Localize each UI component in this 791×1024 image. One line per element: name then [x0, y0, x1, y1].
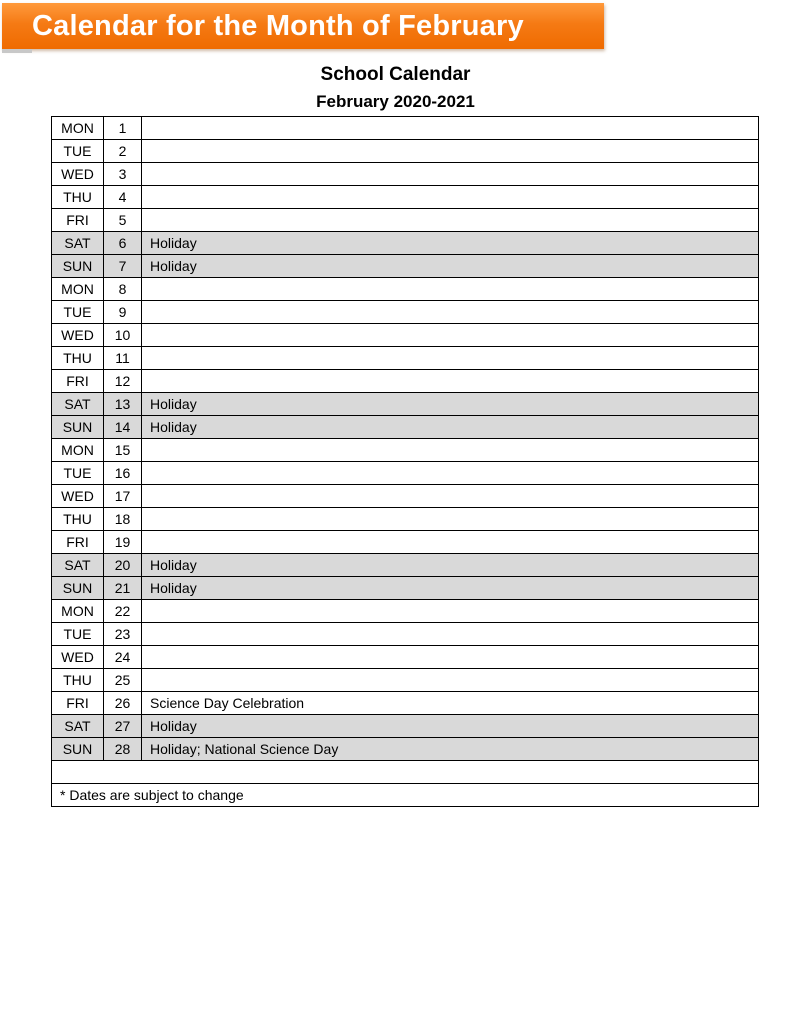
date-cell: 15 [104, 439, 142, 462]
event-cell [142, 324, 759, 347]
date-cell: 8 [104, 278, 142, 301]
event-cell [142, 140, 759, 163]
event-cell [142, 646, 759, 669]
date-cell: 1 [104, 117, 142, 140]
date-cell: 18 [104, 508, 142, 531]
date-cell: 22 [104, 600, 142, 623]
calendar-row [52, 462, 759, 485]
note-row [52, 784, 759, 807]
date-cell: 28 [104, 738, 142, 761]
title-banner [2, 3, 604, 49]
date-cell: 27 [104, 715, 142, 738]
event-cell [142, 462, 759, 485]
event-cell [142, 186, 759, 209]
date-cell: 13 [104, 393, 142, 416]
calendar-row [52, 646, 759, 669]
event-cell [142, 531, 759, 554]
event-cell [142, 370, 759, 393]
date-cell: 7 [104, 255, 142, 278]
date-cell: 21 [104, 577, 142, 600]
day-cell: TUE [52, 462, 104, 485]
note-text: * Dates are subject to change [52, 784, 759, 807]
day-cell: MON [52, 117, 104, 140]
event-cell [142, 600, 759, 623]
event-cell [142, 117, 759, 140]
calendar-row [52, 669, 759, 692]
calendar-row [52, 278, 759, 301]
date-cell: 5 [104, 209, 142, 232]
calendar-row [52, 485, 759, 508]
day-cell: THU [52, 186, 104, 209]
calendar-row [52, 370, 759, 393]
day-cell: THU [52, 347, 104, 370]
date-cell: 6 [104, 232, 142, 255]
blank-cell [52, 761, 759, 784]
calendar-row [52, 209, 759, 232]
day-cell: FRI [52, 531, 104, 554]
calendar-row [52, 393, 759, 416]
calendar-row [52, 117, 759, 140]
document-subtitle: February 2020-2021 [316, 92, 475, 111]
day-cell: FRI [52, 370, 104, 393]
calendar-row [52, 531, 759, 554]
day-cell: SAT [52, 393, 104, 416]
day-cell: WED [52, 485, 104, 508]
date-cell: 26 [104, 692, 142, 715]
day-cell: WED [52, 324, 104, 347]
day-cell: FRI [52, 692, 104, 715]
event-cell: Holiday; National Science Day [142, 738, 759, 761]
calendar-table [51, 116, 759, 807]
event-cell [142, 163, 759, 186]
calendar-row [52, 163, 759, 186]
banner-shadow [2, 49, 32, 53]
date-cell: 19 [104, 531, 142, 554]
day-cell: TUE [52, 140, 104, 163]
date-cell: 24 [104, 646, 142, 669]
day-cell: THU [52, 508, 104, 531]
date-cell: 2 [104, 140, 142, 163]
event-cell: Holiday [142, 255, 759, 278]
event-cell [142, 485, 759, 508]
calendar-row [52, 692, 759, 715]
event-cell [142, 439, 759, 462]
day-cell: SAT [52, 715, 104, 738]
event-cell: Holiday [142, 393, 759, 416]
calendar-row [52, 439, 759, 462]
event-cell [142, 669, 759, 692]
event-cell: Holiday [142, 554, 759, 577]
date-cell: 3 [104, 163, 142, 186]
date-cell: 9 [104, 301, 142, 324]
date-cell: 4 [104, 186, 142, 209]
calendar-row [52, 508, 759, 531]
calendar-row [52, 554, 759, 577]
day-cell: SAT [52, 232, 104, 255]
day-cell: SUN [52, 577, 104, 600]
day-cell: MON [52, 278, 104, 301]
day-cell: THU [52, 669, 104, 692]
date-cell: 14 [104, 416, 142, 439]
event-cell: Science Day Celebration [142, 692, 759, 715]
event-cell [142, 301, 759, 324]
event-cell [142, 508, 759, 531]
event-cell [142, 209, 759, 232]
calendar-row [52, 416, 759, 439]
calendar-row [52, 600, 759, 623]
date-cell: 16 [104, 462, 142, 485]
day-cell: TUE [52, 623, 104, 646]
date-cell: 17 [104, 485, 142, 508]
date-cell: 23 [104, 623, 142, 646]
calendar-row [52, 140, 759, 163]
day-cell: FRI [52, 209, 104, 232]
day-cell: SUN [52, 416, 104, 439]
calendar-body [52, 117, 759, 761]
banner-title: Calendar for the Month of February [32, 10, 524, 42]
calendar-row [52, 232, 759, 255]
calendar-row [52, 186, 759, 209]
calendar-row [52, 301, 759, 324]
date-cell: 10 [104, 324, 142, 347]
calendar-row [52, 715, 759, 738]
day-cell: WED [52, 163, 104, 186]
blank-row [52, 761, 759, 784]
document-title: School Calendar [320, 64, 471, 85]
event-cell [142, 278, 759, 301]
day-cell: SUN [52, 738, 104, 761]
day-cell: TUE [52, 301, 104, 324]
day-cell: SAT [52, 554, 104, 577]
calendar-row [52, 738, 759, 761]
day-cell: MON [52, 439, 104, 462]
date-cell: 11 [104, 347, 142, 370]
date-cell: 20 [104, 554, 142, 577]
calendar-row [52, 347, 759, 370]
calendar-row [52, 324, 759, 347]
date-cell: 25 [104, 669, 142, 692]
event-cell [142, 347, 759, 370]
day-cell: SUN [52, 255, 104, 278]
event-cell: Holiday [142, 715, 759, 738]
day-cell: WED [52, 646, 104, 669]
day-cell: MON [52, 600, 104, 623]
event-cell: Holiday [142, 232, 759, 255]
calendar-row [52, 255, 759, 278]
date-cell: 12 [104, 370, 142, 393]
event-cell: Holiday [142, 577, 759, 600]
calendar-row [52, 623, 759, 646]
calendar-row [52, 577, 759, 600]
event-cell [142, 623, 759, 646]
event-cell: Holiday [142, 416, 759, 439]
